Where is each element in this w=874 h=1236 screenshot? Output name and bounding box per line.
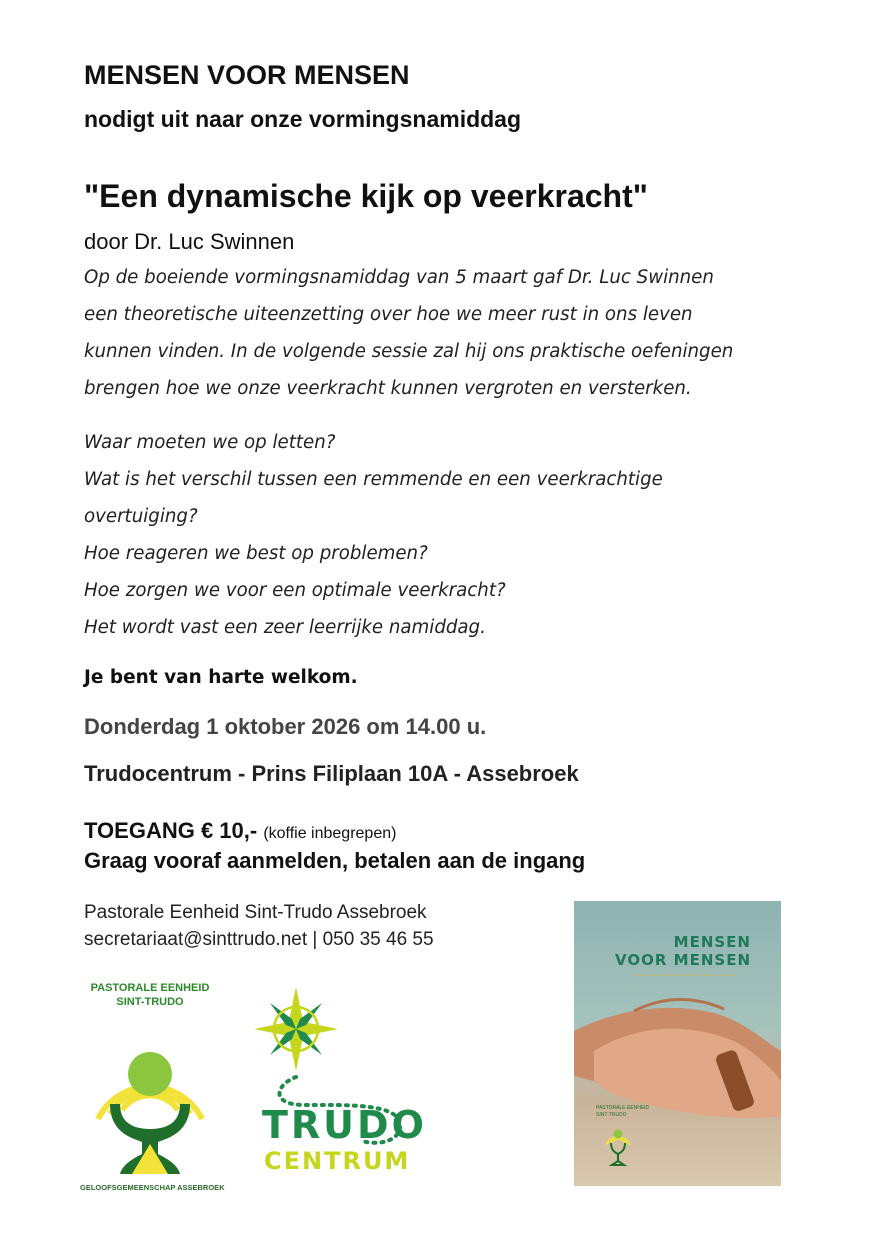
intro-paragraph	[84, 259, 844, 407]
booklet-cover-image	[574, 901, 781, 1186]
entry-fee-label: TOEGANG € 10,-	[84, 818, 258, 843]
contact-details[interactable]: secretariaat@sinttrudo.net | 050 35 46 55	[84, 929, 434, 950]
intro-line: kunnen vinden. In de volgende sessie zal hij ons praktische oefeningen	[84, 341, 734, 362]
welcome-text: Je bent van harte welkom.	[84, 667, 358, 688]
question-line: Hoe zorgen we voor een optimale veerkracht?	[84, 580, 506, 601]
booklet-small-line-2: SINT-TRUDO	[596, 1112, 627, 1118]
booklet-title-line-2: VOOR MENSEN	[615, 951, 751, 969]
question-line: overtuiging?	[84, 506, 198, 527]
intro-line: Op de boeiende vormingsnamiddag van 5 maart gaf Dr. Luc Swinnen	[84, 267, 714, 288]
question-line: Hoe reageren we best op problemen?	[84, 543, 428, 564]
trudo-word: TRUDO	[262, 1103, 427, 1147]
registration-note: Graag vooraf aanmelden, betalen aan de ingang	[84, 848, 586, 873]
centrum-word: CENTRUM	[264, 1147, 411, 1175]
question-line: Het wordt vast een zeer leerrijke namiddag.	[84, 617, 486, 638]
chalice-icon	[80, 1014, 220, 1179]
talk-title: "Een dynamische kijk op veerkracht"	[84, 178, 648, 214]
question-line: Waar moeten we op letten?	[84, 432, 336, 453]
logo-footer: GELOOFSGEMEENSCHAP ASSEBROEK	[80, 1183, 225, 1192]
logo-line-1: PASTORALE EENHEID	[90, 982, 210, 994]
hands-photo	[574, 901, 781, 1186]
booklet-small-line-1: PASTORALE EENHEID	[596, 1105, 650, 1111]
question-line: Wat is het verschil tussen een remmende en een veerkrachtige	[84, 469, 663, 490]
booklet-title-line-1: MENSEN	[673, 933, 751, 951]
event-date: Donderdag 1 oktober 2026 om 14.00 u.	[84, 714, 487, 739]
page-title: MENSEN VOOR MENSEN	[84, 60, 410, 90]
intro-line: brengen hoe we onze veerkracht kunnen vergroten en versterken.	[84, 378, 692, 399]
pastorale-eenheid-logo	[80, 980, 225, 1195]
question-list	[84, 424, 844, 646]
page-subtitle: nodigt uit naar onze vormingsnamiddag	[84, 106, 522, 132]
organisation-name: Pastorale Eenheid Sint-Trudo Assebroek	[84, 902, 427, 923]
entry-fee-note: (koffie inbegrepen)	[263, 825, 397, 842]
trudo-centrum-logo	[250, 985, 427, 1195]
entry-fee	[84, 818, 396, 844]
intro-line: een theoretische uiteenzetting over hoe we meer rust in ons leven	[84, 304, 693, 325]
logo-line-2: SINT-TRUDO	[116, 996, 184, 1008]
talk-speaker: door Dr. Luc Swinnen	[84, 229, 295, 254]
event-venue: Trudocentrum - Prins Filiplaan 10A - Assebroek	[84, 761, 579, 786]
